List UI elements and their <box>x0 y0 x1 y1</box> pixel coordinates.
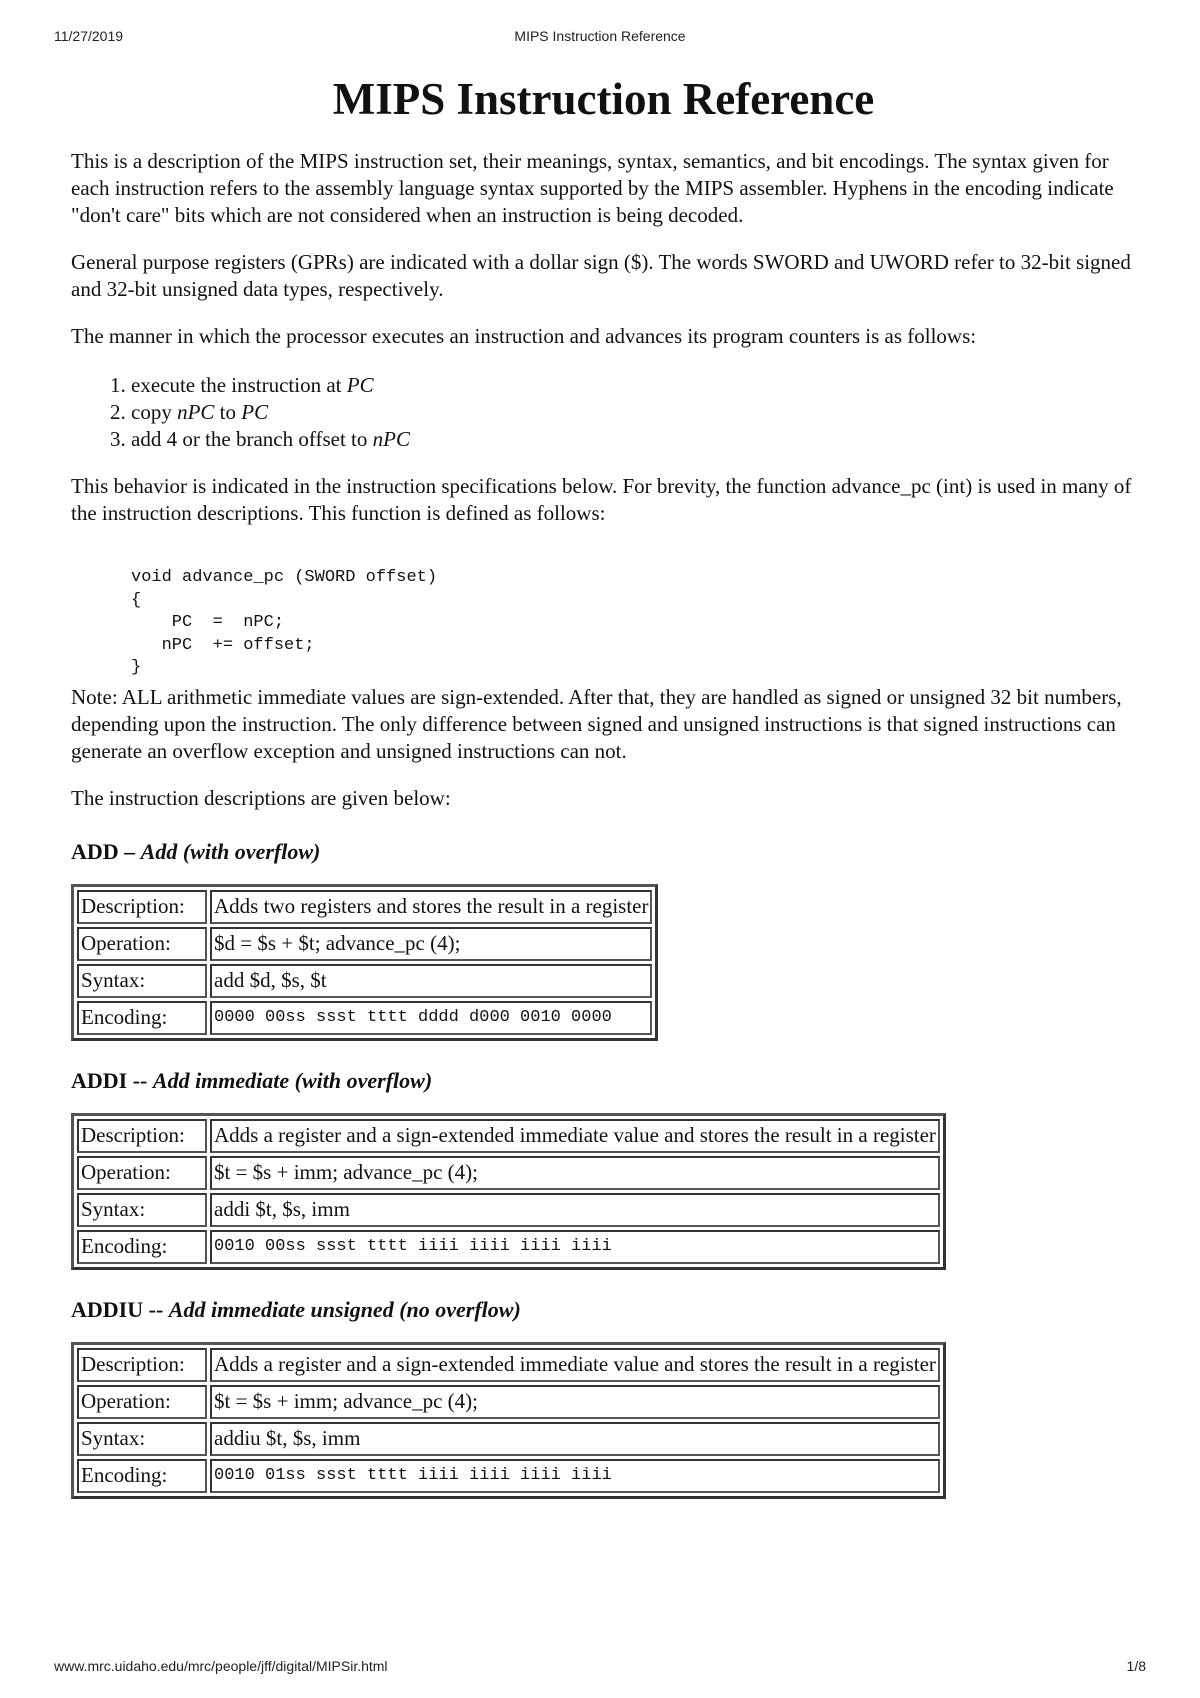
execution-steps-list <box>71 372 1151 453</box>
page-number: 1/8 <box>1126 1658 1146 1674</box>
print-date: 11/27/2019 <box>54 28 124 44</box>
instruction-table-addi <box>71 1113 946 1270</box>
encoding-label: Encoding: <box>77 1459 207 1493</box>
instruction-heading-add: ADD – Add (with overflow) <box>71 838 321 864</box>
description-value: Adds two registers and stores the result in a register <box>210 890 652 924</box>
note-paragraph: Note: ALL arithmetic immediate values are sign-extended. After that, they are handled as signed or unsigned 32 bit numbers, depending upon the instruction. The only difference between signed and unsigned instructions is that signed instructions can generate an overflow exception and unsigned instructions can not. <box>71 684 1122 763</box>
table-row <box>77 1422 940 1456</box>
operation-value: $d = $s + $t; advance_pc (4); <box>210 927 652 961</box>
page-title: MIPS Instruction Reference <box>332 74 875 124</box>
table-row <box>77 964 652 998</box>
print-header <box>54 28 1146 48</box>
encoding-value: 0010 00ss ssst tttt iiii iiii iiii iiii <box>210 1230 940 1264</box>
encoding-label: Encoding: <box>77 1001 207 1035</box>
syntax-label: Syntax: <box>77 1193 207 1227</box>
encoding-label: Encoding: <box>77 1230 207 1264</box>
encoding-value: 0000 00ss ssst tttt dddd d000 0010 0000 <box>210 1001 652 1035</box>
print-footer <box>54 1658 1146 1678</box>
operation-value: $t = $s + imm; advance_pc (4); <box>210 1156 940 1190</box>
table-row <box>77 1193 940 1227</box>
description-label: Description: <box>77 890 207 924</box>
instruction-heading-addiu: ADDIU -- Add immediate unsigned (no overflow) <box>71 1296 521 1322</box>
operation-label: Operation: <box>77 1385 207 1419</box>
encoding-value: 0010 01ss ssst tttt iiii iiii iiii iiii <box>210 1459 940 1493</box>
instruction-table-addiu <box>71 1342 946 1499</box>
syntax-label: Syntax: <box>77 964 207 998</box>
table-row <box>77 890 652 924</box>
operation-label: Operation: <box>77 927 207 961</box>
intro-paragraph-2: General purpose registers (GPRs) are indicated with a dollar sign ($). The words SWORD and UWORD refer to 32-bit signed and 32-bit unsigned data types, respectively. <box>71 250 1131 301</box>
description-value: Adds a register and a sign-extended immediate value and stores the result in a register <box>210 1348 940 1382</box>
table-row <box>77 1230 940 1264</box>
syntax-value: addi $t, $s, imm <box>210 1193 940 1227</box>
description-label: Description: <box>77 1119 207 1153</box>
descriptions-intro: The instruction descriptions are given below: <box>71 785 451 810</box>
table-row <box>77 927 652 961</box>
table-row <box>77 1385 940 1419</box>
table-row <box>77 1156 940 1190</box>
document-body <box>71 70 1151 1499</box>
table-row <box>77 1119 940 1153</box>
table-row <box>77 1348 940 1382</box>
operation-value: $t = $s + imm; advance_pc (4); <box>210 1385 940 1419</box>
print-page-title: MIPS Instruction Reference <box>514 28 686 44</box>
table-row <box>77 1459 940 1493</box>
instruction-table-add <box>71 884 658 1041</box>
instruction-heading-addi: ADDI -- Add immediate (with overflow) <box>71 1067 433 1093</box>
operation-label: Operation: <box>77 1156 207 1190</box>
list-item: 2. copy nPC to PC <box>131 399 1151 426</box>
description-label: Description: <box>77 1348 207 1382</box>
syntax-label: Syntax: <box>77 1422 207 1456</box>
description-value: Adds a register and a sign-extended immediate value and stores the result in a register <box>210 1119 940 1153</box>
intro-paragraph-1: This is a description of the MIPS instruction set, their meanings, syntax, semantics, and bit encodings. The syntax given for each instruction refers to the assembly language syntax supported by the MIPS assembler. Hyphens in the encoding indicate "don't care" bits which are not considered when an instruction is being decoded. <box>71 149 1114 227</box>
list-item: 1. execute the instruction at PC <box>131 372 1151 399</box>
list-item: 3. add 4 or the branch offset to nPC <box>131 426 1151 453</box>
syntax-value: addiu $t, $s, imm <box>210 1422 940 1456</box>
intro-paragraph-3: The manner in which the processor executes an instruction and advances its program counters is as follows: <box>71 324 977 348</box>
print-url: www.mrc.uidaho.edu/mrc/people/jff/digital/MIPSir.html <box>54 1658 388 1674</box>
advance-pc-code-block: void advance_pc (SWORD offset) { PC = nPC; nPC += offset; } <box>131 568 438 677</box>
syntax-value: add $d, $s, $t <box>210 964 652 998</box>
intro-paragraph-4: This behavior is indicated in the instruction specifications below. For brevity, the function advance_pc (int) is used in many of the instruction descriptions. This function is defined as follows: <box>71 474 1132 525</box>
table-row <box>77 1001 652 1035</box>
